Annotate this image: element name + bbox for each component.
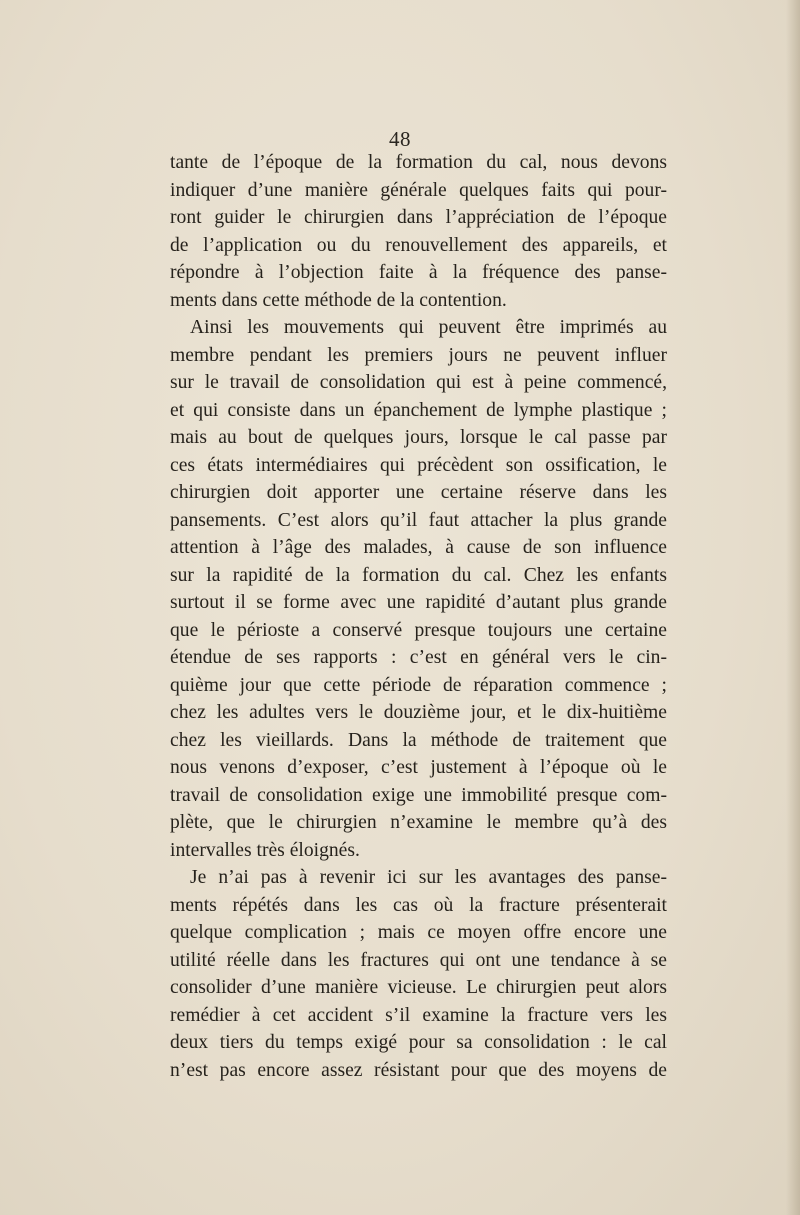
text-line: mais au bout de quelques jours, lorsque le cal passe par bbox=[170, 427, 667, 448]
text-line: deux tiers du temps exigé pour sa consolidation : le cal bbox=[170, 1032, 667, 1053]
text-line: Je n’ai pas à revenir ici sur les avantages des panse- bbox=[190, 867, 667, 888]
text-line: nous venons d’exposer, c’est justement à l’époque où le bbox=[170, 757, 667, 778]
text-line: n’est pas encore assez résistant pour que des moyens de bbox=[170, 1059, 667, 1081]
text-line: sur la rapidité de la formation du cal. Chez les enfants bbox=[170, 564, 667, 586]
text-line: attention à l’âge des malades, à cause de son influence bbox=[170, 537, 667, 558]
text-line: chez les adultes vers le douzième jour, et le dix-huitième bbox=[170, 702, 667, 723]
text-line: consolider d’une manière vicieuse. Le chirurgien peut alors bbox=[170, 977, 667, 998]
text-line: membre pendant les premiers jours ne peuvent influer bbox=[170, 344, 667, 366]
text-line: indiquer d’une manière générale quelques faits qui pour- bbox=[170, 179, 667, 201]
text-line: surtout il se forme avec une rapidité d’autant plus grande bbox=[170, 592, 667, 613]
text-line: Ainsi les mouvements qui peuvent être imprimés au bbox=[190, 317, 667, 338]
text-line: ront guider le chirurgien dans l’appréciation de l’époque bbox=[170, 207, 667, 228]
text-line: ments dans cette méthode de la contention. bbox=[170, 289, 507, 311]
text-line: étendue de ses rapports : c’est en général vers le cin- bbox=[170, 647, 667, 668]
text-line: que le périoste a conservé presque toujours une certaine bbox=[170, 619, 667, 641]
text-line: remédier à cet accident s’il examine la fracture vers les bbox=[170, 1004, 667, 1026]
text-line: quième jour que cette période de réparation commence ; bbox=[170, 674, 667, 696]
text-line: plète, que le chirurgien n’examine le membre qu’à des bbox=[170, 812, 667, 833]
text-line: de l’application ou du renouvellement des appareils, et bbox=[170, 234, 667, 256]
page-edge-shadow bbox=[786, 0, 800, 1215]
text-line: travail de consolidation exige une immobilité presque com- bbox=[170, 784, 667, 806]
page-number: 48 bbox=[389, 127, 411, 151]
text-line: pansements. C’est alors qu’il faut attacher la plus grande bbox=[170, 509, 667, 531]
text-line: ments répétés dans les cas où la fracture présenterait bbox=[170, 894, 667, 916]
text-line: intervalles très éloignés. bbox=[170, 839, 360, 861]
text-line: ces états intermédiaires qui précèdent son ossification, le bbox=[170, 454, 667, 476]
text-line: tante de l’époque de la formation du cal, nous devons bbox=[170, 152, 667, 173]
text-line: sur le travail de consolidation qui est à peine commencé, bbox=[170, 372, 667, 393]
text-line: chirurgien doit apporter une certaine réserve dans les bbox=[170, 482, 667, 503]
text-line: chez les vieillards. Dans la méthode de traitement que bbox=[170, 729, 667, 751]
text-line: utilité réelle dans les fractures qui ont une tendance à se bbox=[170, 949, 667, 971]
body-text bbox=[170, 149, 667, 1084]
text-line: répondre à l’objection faite à la fréquence des panse- bbox=[170, 262, 667, 283]
text-line: et qui consiste dans un épanchement de lymphe plastique ; bbox=[170, 399, 667, 421]
text-line: quelque complication ; mais ce moyen offre encore une bbox=[170, 922, 667, 943]
